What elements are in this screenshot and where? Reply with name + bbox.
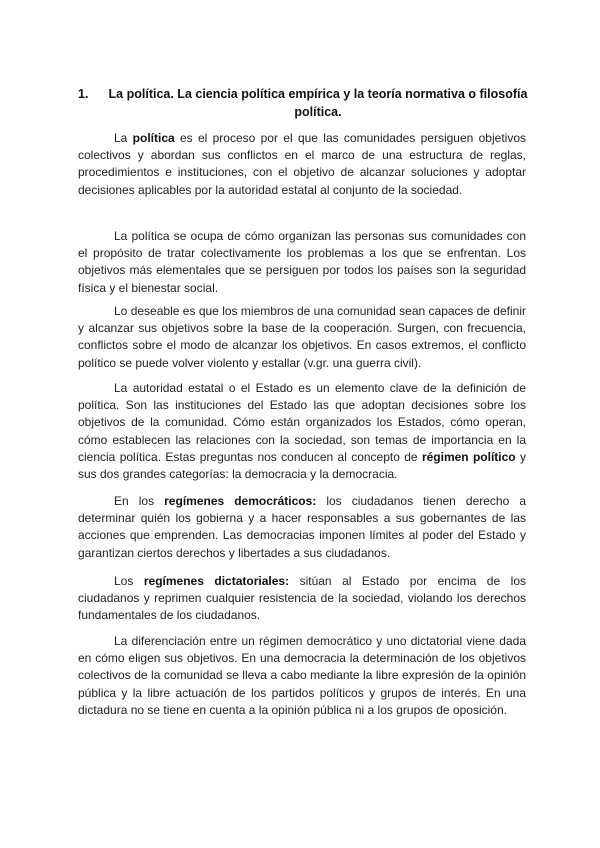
paragraph-organization [78, 228, 526, 297]
bold-term: regímenes democráticos: [164, 494, 317, 508]
paragraph-democratic-regimes [78, 493, 526, 562]
bold-term: régimen político [421, 449, 516, 464]
bold-term: política [132, 131, 175, 145]
paragraph-state-authority [78, 380, 526, 483]
paragraph-text: En los [114, 494, 165, 508]
paragraph-text: Los [114, 574, 144, 588]
paragraph-text: Lo deseable es que los miembros de una comunidad sean capaces de definir y alcanzar sus objetivos sobre la base de la cooperación. Surgen, con frecuencia, conflictos sobre el modo de alcanzar los objetivos. En casos extremos, el conflicto político se puede volver violento y estallar (v.gr. una guerra civil). [78, 304, 526, 370]
paragraph-text: La autoridad estatal o el Estado es un elemento clave de la definición de política. Son las instituciones del Estado las que adoptan decisiones sobre los objetivos de la comunidad. Cómo están organizados los Estados, cómo operan, cómo establecen las relaciones con la sociedad, son temas de importancia en la ciencia política. Estas preguntas nos conducen al concepto de [78, 381, 526, 464]
paragraph-cooperation [78, 303, 526, 372]
paragraph-text: sitúan al Estado por encima de los ciudadanos y reprimen cualquier resistencia de la sociedad, violando los derechos fundamentales de los ciudadanos. [78, 574, 526, 623]
section-title: La política. La ciencia política empírica y la teoría normativa o filosofía política. [108, 87, 528, 119]
paragraph-text: La [114, 131, 133, 145]
section-number: 1. [78, 87, 89, 101]
section-heading [78, 85, 528, 121]
paragraph-text: y sus dos grandes categorías: la democracia y la democracia. [78, 449, 526, 482]
bold-term: regímenes dictatoriales: [143, 574, 290, 588]
paragraph-text: es el proceso por el que las comunidades persiguen objetivos colectivos y abordan sus conflictos en el marco de una estructura de reglas, procedimientos e instituciones, con el objetivo de alcanzar soluciones y adoptar decisiones aplicables por la autoridad estatal al conjunto de la sociedad. [78, 131, 526, 197]
paragraph-text: La política se ocupa de cómo organizan las personas sus comunidades con el propósito de tratar colectivamente los problemas a los que se enfrentan. Los objetivos más elementales que se persiguen por todos los países son la seguridad física y el bienestar social. [78, 229, 526, 295]
paragraph-differentiation [78, 633, 526, 719]
paragraph-dictatorial-regimes [78, 573, 526, 625]
paragraph-text: los ciudadanos tienen derecho a determinar quién los gobierna y a hacer responsables a sus gobernantes de las acciones que emprenden. Las democracias imponen límites al poder del Estado y garantizan ciertos derechos y libertades a sus ciudadanos. [78, 494, 527, 560]
paragraph-text: La diferenciación entre un régimen democrático y uno dictatorial viene dada en cómo eligen sus objetivos. En una democracia la determinación de los objetivos colectivos de la comunidad se lleva a cabo mediante la libre expresión de la opinión pública y la libre actuación de los partidos políticos y grupos de interés. En una dictadura no se tiene en cuenta a la opinión pública ni a los grupos de oposición. [78, 634, 526, 717]
paragraph-definition [78, 130, 526, 199]
